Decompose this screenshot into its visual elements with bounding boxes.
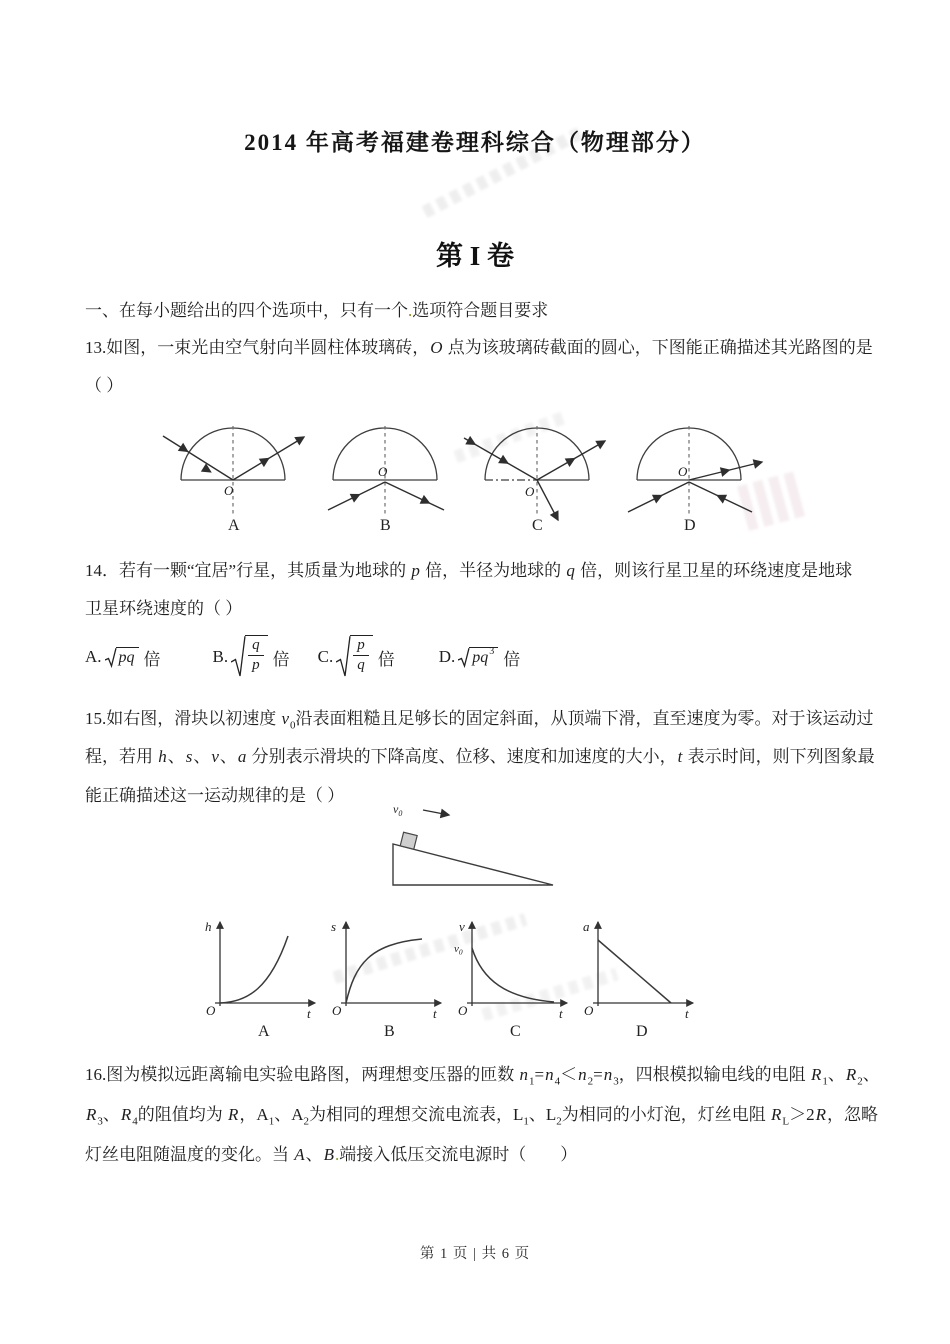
x-axis-label: t xyxy=(307,1006,311,1021)
optics-diagram-c xyxy=(462,402,612,534)
q16-text-line3: 灯丝电阻随温度的变化。当 A、B.端接入低压交流电源时（ ） xyxy=(85,1145,578,1164)
q15-graphs xyxy=(196,906,700,1040)
y-axis-label: s xyxy=(331,919,337,934)
q15-text-line2: 程，若用 h、s、v、a 分别表示滑块的下降高度、位移、速度和加速度的大小，t 表示时间，则下列图象最 xyxy=(85,747,875,766)
radical-sign xyxy=(231,635,246,679)
q13-bracket: （ ） xyxy=(85,376,124,395)
diagram-letter: D xyxy=(684,517,696,534)
graph-letter: B xyxy=(384,1023,395,1040)
optics-diagram-d xyxy=(614,402,764,534)
numerator: q xyxy=(248,637,264,656)
x-axis-label: t xyxy=(433,1006,437,1021)
x-axis-label: t xyxy=(559,1006,563,1021)
origin-label: O xyxy=(458,1003,468,1018)
origin-label: O xyxy=(206,1003,216,1018)
incline-diagram xyxy=(383,796,563,892)
fraction xyxy=(353,637,369,673)
sqrt-expression xyxy=(105,647,139,668)
point-o-label: O xyxy=(525,484,535,499)
q13-diagrams xyxy=(158,402,764,534)
option-label: D. xyxy=(438,647,456,666)
optics-diagram-b xyxy=(310,402,460,534)
page-title: 2014 年高考福建卷理科综合（物理部分） xyxy=(244,130,706,155)
option-unit: 倍 xyxy=(377,649,395,669)
fraction xyxy=(248,637,264,673)
exponent: 3 xyxy=(489,645,495,657)
option-label: C. xyxy=(317,647,334,666)
origin-label: O xyxy=(584,1003,594,1018)
denominator: q xyxy=(357,656,365,673)
q15-text-line1: 15.如右图，滑块以初速度 $v_0$沿表面粗糙且足够长的固定斜面，从顶端下滑，直至速度为零。对于该运动过 xyxy=(85,709,874,732)
page-number-footer: 第 1 页 | 共 6 页 xyxy=(419,1246,531,1262)
numerator: p xyxy=(353,637,369,656)
graph-h-t xyxy=(196,906,322,1040)
instruction-line: 一、在每小题给出的四个选项中，只有一个.选项符合题目要求 xyxy=(85,301,549,320)
radicand: pq xyxy=(118,648,135,666)
radical-sign xyxy=(336,635,351,679)
origin-label: O xyxy=(332,1003,342,1018)
diagram-letter: B xyxy=(380,517,391,534)
diagram-letter: C xyxy=(532,517,543,534)
diagram-letter: A xyxy=(228,517,240,534)
sqrt-expression xyxy=(336,635,373,679)
y-axis-label: v xyxy=(459,919,465,934)
q14-option-d xyxy=(439,645,521,670)
q15-text-line3: 能正确描述这一运动规律的是（ ） xyxy=(85,786,345,805)
optics-diagram-a xyxy=(158,402,308,534)
graph-letter: A xyxy=(258,1023,270,1040)
q14-option-c xyxy=(318,635,395,679)
v0-label: $v_0$ xyxy=(393,802,403,818)
q14-option-b xyxy=(213,635,290,679)
option-label: B. xyxy=(212,647,229,666)
graph-letter: D xyxy=(636,1023,648,1040)
option-unit: 倍 xyxy=(503,649,521,669)
option-label: A. xyxy=(85,647,102,666)
q14-text-line1: 14．若有一颗“宜居”行星，其质量为地球的 p 倍，半径为地球的 q 倍，则该行星卫星的环绕速度是地球 xyxy=(85,561,853,580)
x-axis-label: t xyxy=(685,1006,689,1021)
option-unit: 倍 xyxy=(143,649,161,669)
graph-s-t xyxy=(322,906,448,1040)
q13-text: 13.如图，一束光由空气射向半圆柱体玻璃砖，O 点为该玻璃砖截面的圆心，下图能正确描述其光路图的是 xyxy=(85,338,873,357)
graph-v-t xyxy=(448,906,574,1040)
sqrt-expression xyxy=(231,635,268,679)
v0-tick-label: $v_0$ xyxy=(454,943,463,957)
section-title: 第 I 卷 xyxy=(435,241,514,271)
y-axis-label: a xyxy=(583,919,590,934)
q14-options xyxy=(85,624,520,690)
graph-a-t xyxy=(574,906,700,1040)
graph-letter: C xyxy=(510,1023,521,1040)
point-o-label: O xyxy=(678,464,688,479)
q14-text-line2: 卫星环绕速度的（ ） xyxy=(85,599,243,618)
q14-option-a xyxy=(85,645,161,670)
q16-text-line2: $R_3$、$R_4$的阻值均为 R，$A_1$、$A_2$为相同的理想交流电流表，$L_1$、$L_2$为相同的小灯泡，灯丝电阻 $R_L>2R$，忽略 xyxy=(86,1105,879,1128)
denominator: p xyxy=(252,656,260,673)
y-axis-label: h xyxy=(205,919,212,934)
sqrt-expression xyxy=(458,647,498,668)
point-o-label: O xyxy=(224,483,234,498)
q16-text-line1: 16.图为模拟远距离输电实验电路图，两理想变压器的匝数 $n_1=n_4<n_2=n_3$，四根模拟输电线的电阻 $R_1$、$R_2$、 xyxy=(85,1065,880,1088)
radicand: pq xyxy=(472,648,489,666)
option-unit: 倍 xyxy=(272,649,290,669)
point-o-label: O xyxy=(378,464,388,479)
